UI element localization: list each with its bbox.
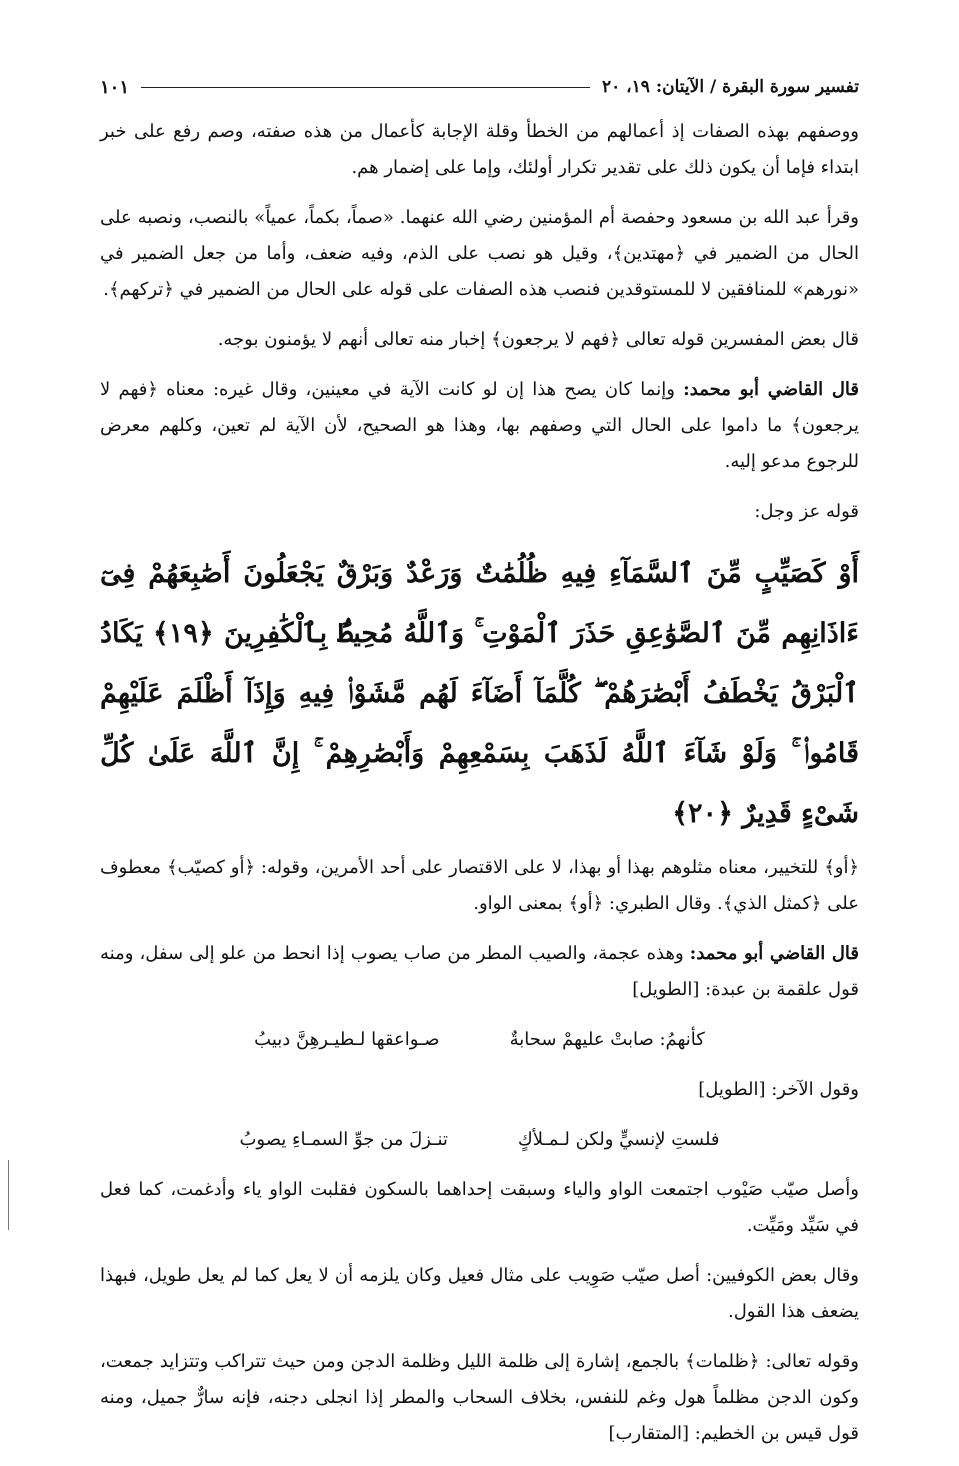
paragraph-7 [100, 936, 859, 1008]
paragraph-2: وقرأ عبد الله بن مسعود وحفصة أم المؤمنين رضي الله عنهما. «صماً، بكماً، عمياً» بالنصب، ونصبه على الحال من الضمير في ﴿مهتدين﴾، وقيل هو نصب على الذم، وفيه ضعف، وأما من جعل الضمير في «نورهم» للمنافقين لا للمستوقدين فنصب هذه الصفات على قوله على الحال من الضمير في ﴿تركهم﴾. [100, 207, 859, 300]
running-header [100, 70, 859, 104]
header-rule [141, 87, 590, 88]
poem-2-first-hemistich: فلستِ لإنسيٍّ ولكن لـمـلأكٍ [517, 1129, 720, 1150]
paragraph-11: وقوله تعالى: ﴿ظلمات﴾ بالجمع، إشارة إلى ظلمة الليل وظلمة الدجن ومن حيث تتراكب وتتزايد جمعت، وكون الدجن مظلماً هول وغم للنفس، بخلاف السحاب والمطر إذا انجلى دجنه، فإنه سارٌّ جميل، ومنه قول قيس بن الخطيم: [المتقارب] [100, 1351, 859, 1444]
paragraph-7-lead: قال القاضي أبو محمد: [689, 943, 859, 964]
page-body [100, 114, 859, 1466]
quran-verses: أَوْ كَصَيِّبٍ مِّنَ ٱلسَّمَآءِ فِيهِ ظُلُمَٰتٌ وَرَعْدٌ وَبَرْقٌ يَجْعَلُونَ أَصَٰبِعَهُمْ فِىٓ ءَاذَانِهِم مِّنَ ٱلصَّوَٰعِقِ حَذَرَ ٱلْمَوْتِ ۚ وَٱللَّهُ مُحِيطٌۢ بِٱلْكَٰفِرِينَ ﴿١٩﴾ يَكَادُ ٱلْبَرْقُ يَخْطَفُ أَبْصَٰرَهُمْ ۖ كُلَّمَآ أَضَآءَ لَهُم مَّشَوْا۟ فِيهِ وَإِذَآ أَظْلَمَ عَلَيْهِمْ قَامُوا۟ ۚ وَلَوْ شَآءَ ٱللَّهُ لَذَهَبَ بِسَمْعِهِمْ وَأَبْصَٰرِهِمْ ۚ إِنَّ ٱللَّهَ عَلَىٰ كُلِّ شَىْءٍ قَدِيرٌ ﴿٢٠﴾ [100, 558, 859, 829]
poem-1-first-hemistich: كأنهمُ: صابتْ عليهمْ سحابةٌ [509, 1029, 705, 1050]
paragraph-3: قال بعض المفسرين قوله تعالى ﴿فهم لا يرجعون﴾ إخبار منه تعالى أنهم لا يؤمنون بوجه. [217, 329, 859, 350]
poem-line-1 [100, 1022, 859, 1058]
poem-line-2 [100, 1122, 859, 1158]
header-title: تفسير سورة البقرة / الآيتان: ١٩، ٢٠ [601, 77, 859, 97]
scan-margin-mark [8, 1160, 9, 1230]
paragraph-9: وأصل صيّب صَيْوب اجتمعت الواو والياء وسبقت إحداهما بالسكون فقلبت الواو ياء وأدغمت، كما فعل في سَيِّد ومَيِّت. [100, 1179, 859, 1236]
page-number: ١٠١ [100, 76, 130, 98]
paragraph-10: وقال بعض الكوفيين: أصل صيّب صَوِيب على مثال فعيل وكان يلزمه أن لا يعل كما لم يعل طويل، فبهذا يضعف هذا القول. [100, 1265, 859, 1322]
paragraph-4-lead: قال القاضي أبو محمد: [683, 379, 859, 400]
poem-2-second-hemistich: تنـزلَ من جوِّ السمـاءِ يصوبُ [239, 1129, 448, 1150]
paragraph-1: ووصفهم بهذه الصفات إذ أعمالهم من الخطأ وقلة الإجابة كأعمال من هذه صفته، وصم رفع على خبر ابتداء فإما أن يكون ذلك على تقدير تكرار أولئك، وإما على إضمار هم. [100, 121, 859, 178]
poem-1-second-hemistich: صـواعقها لـطيـرهِنَّ دبيبُ [254, 1029, 440, 1050]
paragraph-4-text: وإنما كان يصح هذا إن لو كانت الآية في معينين، وقال غيره: معناه ﴿فهم لا يرجعون﴾ ما داموا على الحال التي وصفهم بها، وهذا هو الصحيح، لأن الآية لم تعين، وكلهم معرض للرجوع مدعو إليه. [100, 379, 859, 472]
paragraph-4 [100, 372, 859, 480]
paragraph-6: ﴿أو﴾ للتخيير، معناه مثلوهم بهذا أو بهذا، لا على الاقتصار على أحد الأمرين، وقوله: ﴿أو كصيّب﴾ معطوف على ﴿كمثل الذي﴾. وقال الطبري: ﴿أو﴾ بمعنى الواو. [100, 857, 859, 914]
paragraph-8: وقول الآخر: [الطويل] [698, 1079, 859, 1100]
paragraph-7-text: وهذه عجمة، والصيب المطر من صاب يصوب إذا انحط من علو إلى سفل، ومنه قول علقمة بن عبدة: [الطويل] [100, 943, 859, 1000]
paragraph-5: قوله عز وجل: [754, 501, 859, 522]
